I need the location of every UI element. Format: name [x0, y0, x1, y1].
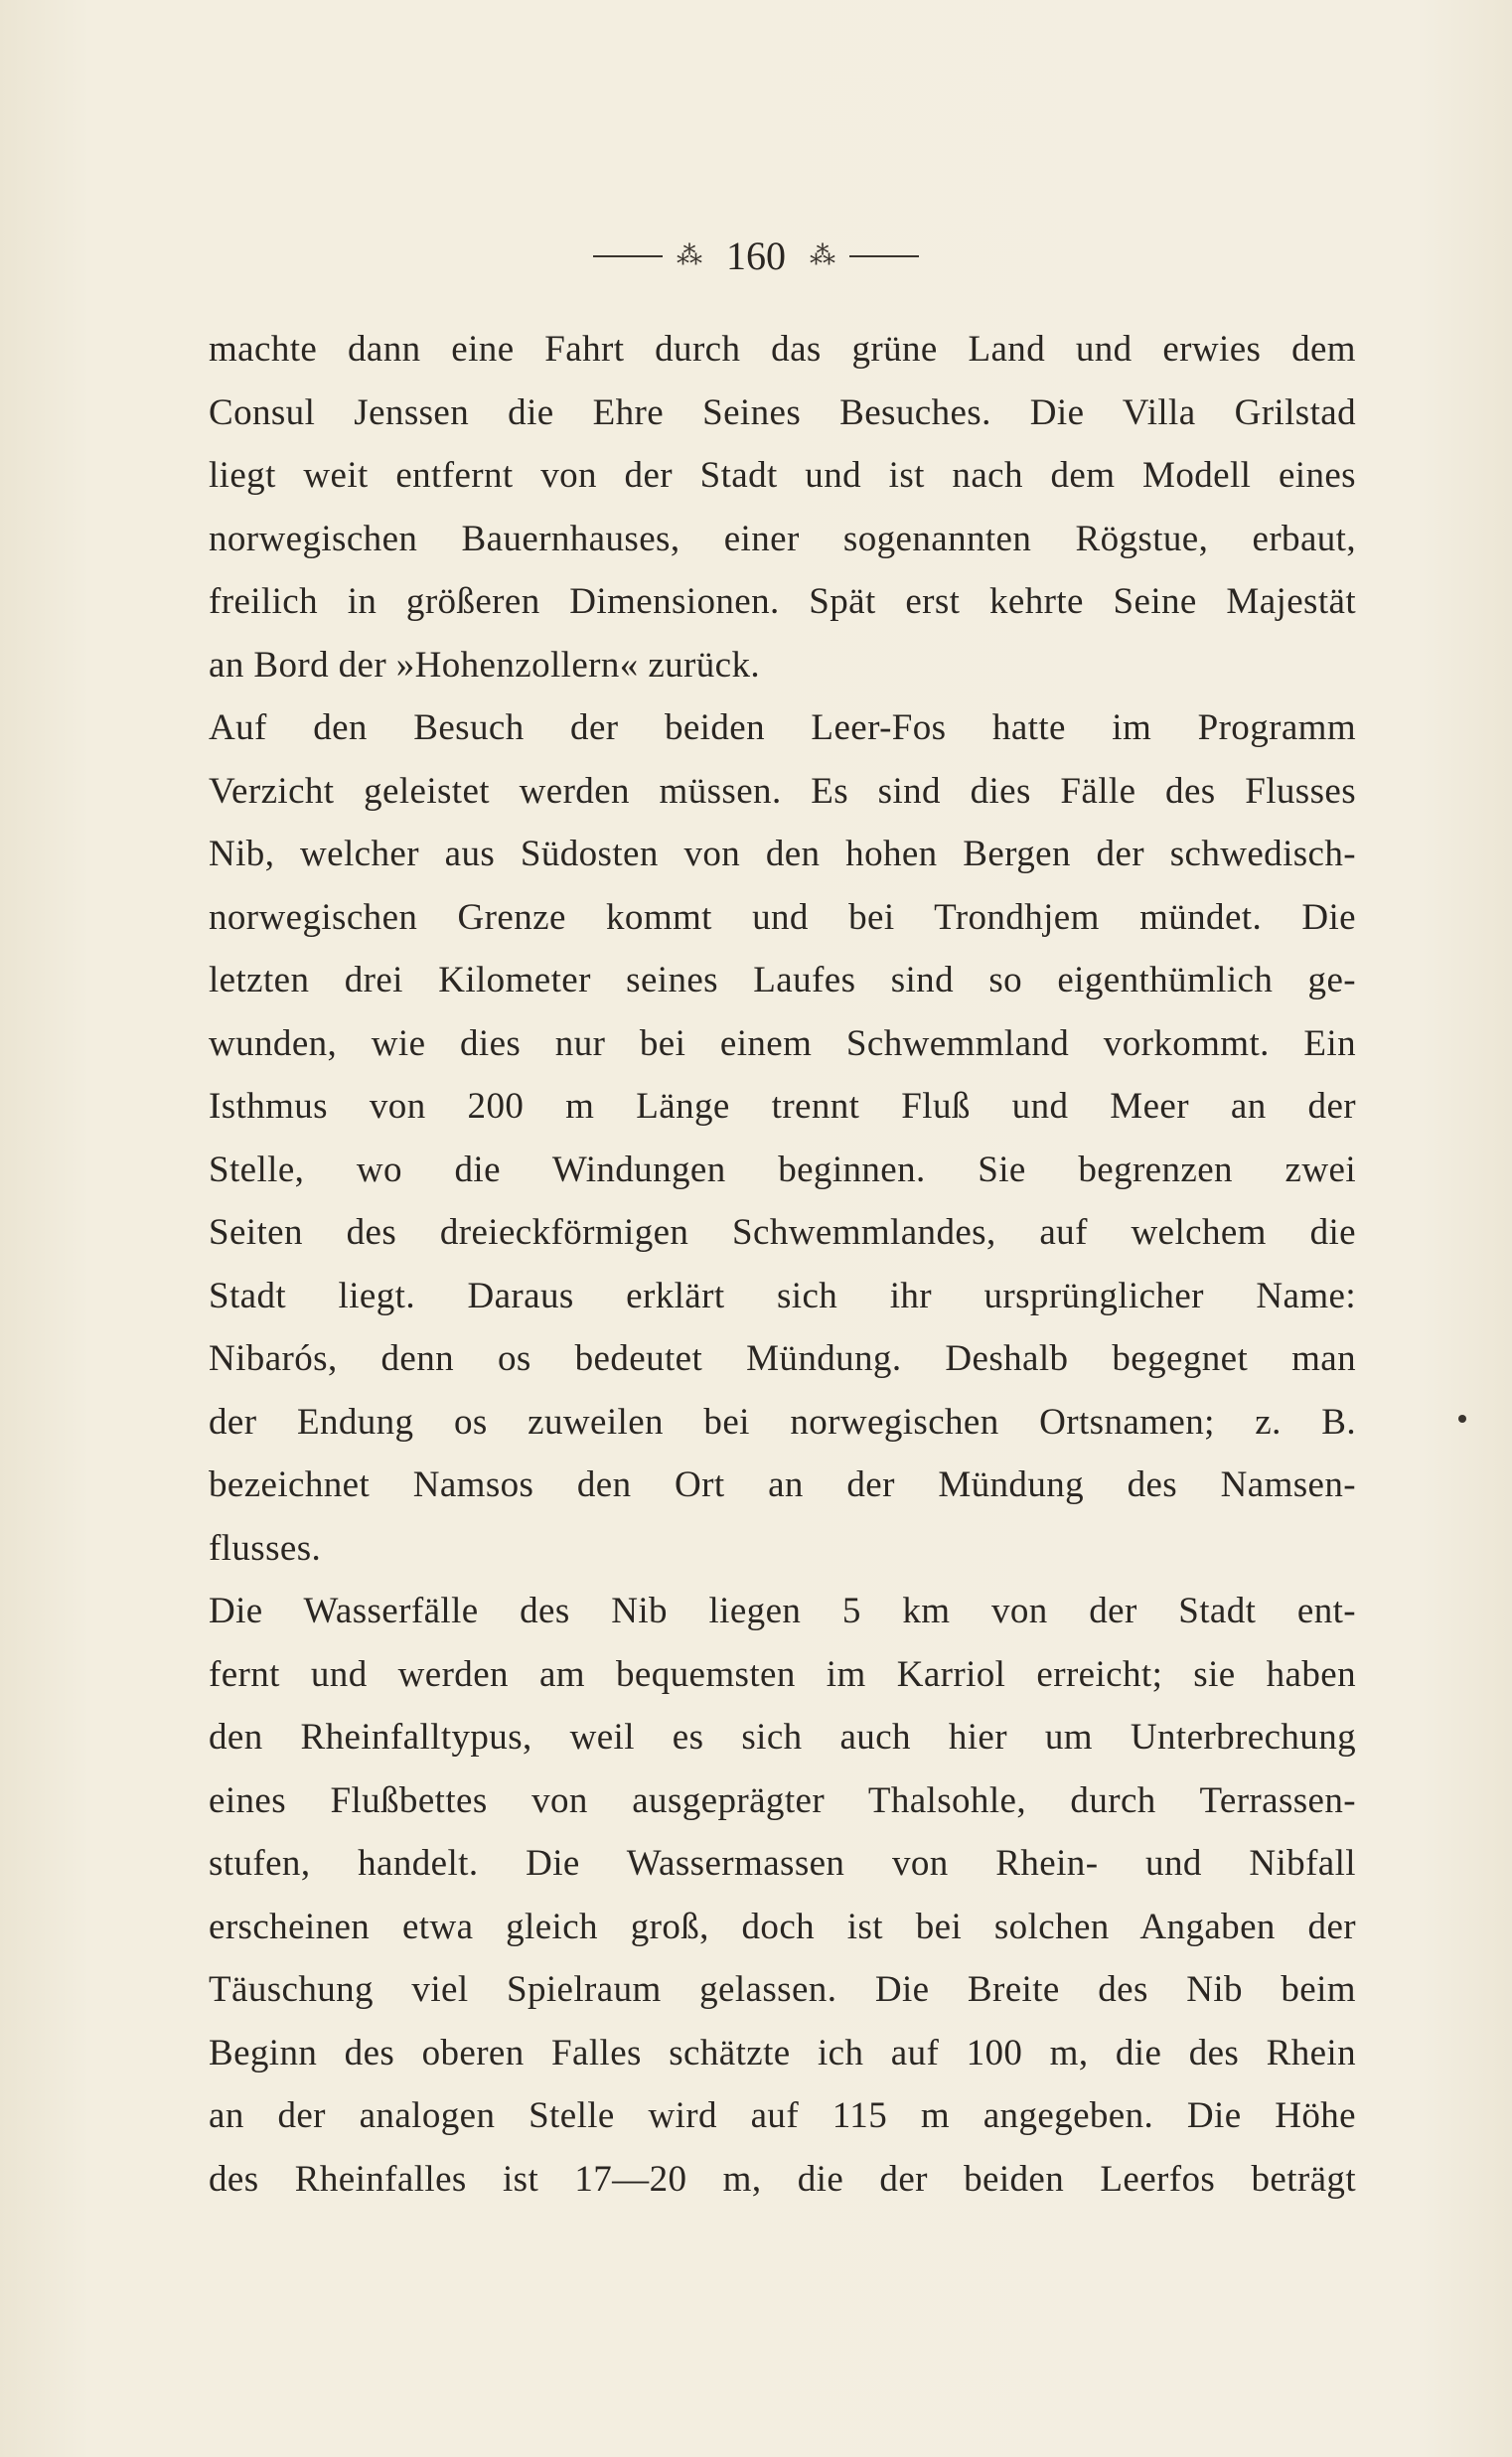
text-line: Verzicht geleistet werden müssen. Es sind dies Fälle des Flusses [209, 770, 1356, 812]
text-line: den Rheinfalltypus, weil es sich auch hier um Unterbrechung [209, 1717, 1356, 1758]
text-line: an der analogen Stelle wird auf 115 m angegeben. Die Höhe [209, 2095, 1356, 2136]
header-rule-right [849, 255, 919, 257]
text-line: Täuschung viel Spielraum gelassen. Die Breite des Nib beim [209, 1969, 1356, 2010]
text-line: Nib, welcher aus Südosten von den hohen Bergen der schwedisch- [209, 834, 1356, 874]
text-line: Beginn des oberen Falles schätzte ich auf 100 m, die des Rhein [209, 2032, 1356, 2073]
text-line: Die Wasserfälle des Nib liegen 5 km von der Stadt ent- [209, 1591, 1356, 1631]
text-line: erscheinen etwa gleich groß, doch ist bei solchen Angaben der [209, 1906, 1356, 1947]
text-line: der Endung os zuweilen bei norwegischen Ortsnamen; z. B. [209, 1401, 1356, 1443]
header-ornament-left: ⁂ [677, 241, 702, 271]
text-line: machte dann eine Fahrt durch das grüne Land und erwies dem [209, 329, 1356, 370]
page-number: 160 [726, 233, 786, 278]
text-line: Seiten des dreieckförmigen Schwemmlandes, auf welchem die [209, 1212, 1356, 1253]
ink-speck [1458, 1415, 1466, 1423]
text-line: norwegischen Grenze kommt und bei Trondhjem mündet. Die [209, 896, 1356, 938]
text-line: Consul Jenssen die Ehre Seines Besuches. Die Villa Grilstad [209, 391, 1356, 433]
text-line: Nibarós, denn os bedeutet Mündung. Deshalb begegnet man [209, 1338, 1356, 1379]
text-line: Auf den Besuch der beiden Leer-Fos hatte im Programm [209, 707, 1356, 748]
text-line: eines Flußbettes von ausgeprägter Thalsohle, durch Terrassen- [209, 1779, 1356, 1821]
header-rule-left [593, 255, 663, 257]
header-ornament-right: ⁂ [810, 241, 835, 271]
text-line: norwegischen Bauernhauses, einer sogenannten Rögstue, erbaut, [209, 518, 1356, 559]
text-line: liegt weit entfernt von der Stadt und ist nach dem Modell eines [209, 455, 1356, 496]
text-line: flusses. [209, 1527, 322, 1569]
body-text [209, 318, 1356, 2211]
text-line: freilich in größeren Dimensionen. Spät erst kehrte Seine Majestät [209, 581, 1356, 622]
text-line: fernt und werden am bequemsten im Karriol erreicht; sie haben [209, 1653, 1356, 1695]
text-line: letzten drei Kilometer seines Laufes sind so eigenthümlich ge- [209, 960, 1356, 1000]
text-line: wunden, wie dies nur bei einem Schwemmland vorkommt. Ein [209, 1022, 1356, 1064]
text-line: bezeichnet Namsos den Ort an der Mündung des Namsen- [209, 1464, 1356, 1505]
text-line: Stadt liegt. Daraus erklärt sich ihr ursprünglicher Name: [209, 1275, 1356, 1316]
page-header [0, 227, 1512, 286]
text-line: des Rheinfalles ist 17—20 m, die der beiden Leerfos beträgt [209, 2158, 1356, 2200]
text-line: stufen, handelt. Die Wassermassen von Rhein- und Nibfall [209, 1843, 1356, 1884]
text-line: an Bord der »Hohenzollern« zurück. [209, 644, 761, 686]
text-line: Isthmus von 200 m Länge trennt Fluß und Meer an der [209, 1086, 1356, 1127]
text-line: Stelle, wo die Windungen beginnen. Sie begrenzen zwei [209, 1149, 1356, 1190]
